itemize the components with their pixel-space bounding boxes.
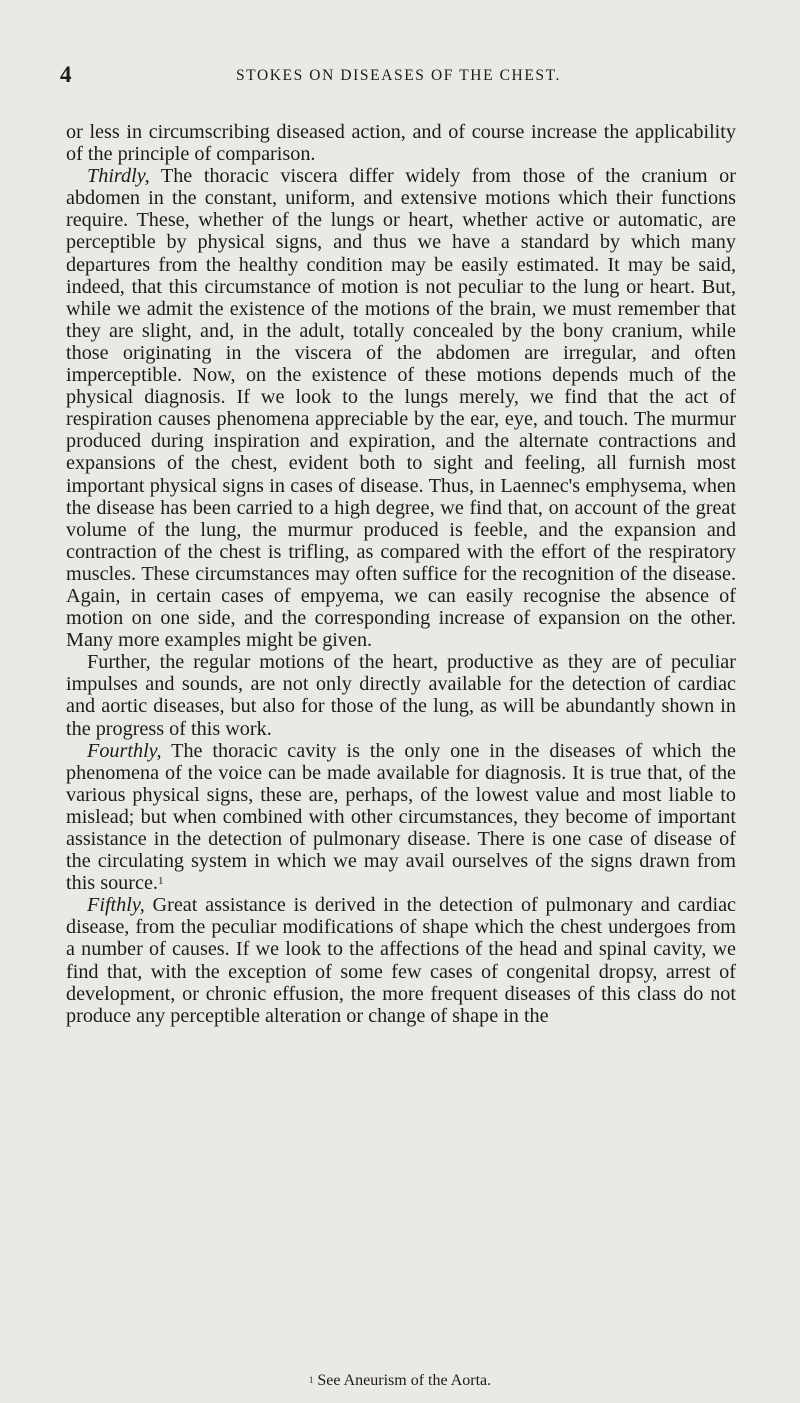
body-text [66,121,736,1027]
footnote [0,1372,800,1390]
paragraph-further [66,651,736,739]
paragraph-thirdly [66,165,736,651]
paragraph-lead: Fourthly, [87,739,162,762]
paragraph-lead: Fifthly, [87,894,145,917]
running-head [60,62,737,88]
paragraph-fifthly [66,894,736,1027]
paragraph-text: Further, the regular motions of the heart, productive as they are of peculiar impulses and sounds, are not only directly available for the detection of cardiac and aortic diseases, but also for those of the lung, as will be abundantly shown in the progress of this work. [66,651,736,740]
footnote-marker: 1 [308,1375,314,1385]
footnote-reference[interactable]: 1 [157,875,164,888]
paragraph-text: Great assistance is derived in the detection of pulmonary and cardiac disease, from the peculiar modifications of shape which the chest undergoes from a number of causes. If we look to the affections of the head and spinal cavity, we find that, with the exception of some few cases of congenital dropsy, arrest of development, or chronic effusion, the more frequent diseases of this class do not produce any perceptible alteration or change of shape in the [66,894,736,1027]
paragraph-text: or less in circumscribing diseased action, and of course increase the applicability of the principle of comparison. [66,121,736,166]
running-title: STOKES ON DISEASES OF THE CHEST. [235,67,562,84]
paragraph-continuation [66,121,736,165]
page-number: 4 [60,62,72,87]
paragraph-lead: Thirdly, [87,165,150,188]
footnote-text: See Aneurism of the Aorta. [317,1372,492,1389]
paragraph-text: The thoracic viscera differ widely from those of the cranium or abdomen in the constant, uniform, and extensive motions which their functions require. These, whether of the lungs or heart, whether active or automatic, are perceptible by physical signs, and thus we have a standard by which many departures from the healthy condition may be easily estimated. It may be said, indeed, that this circumstance of motion is not peculiar to the lung or heart. But, while we admit the existence of the motions of the brain, we must remember that they are slight, and, in the adult, totally concealed by the bony cranium, while those originating in the viscera of the abdomen are irregular, and often imperceptible. Now, on the existence of these motions depends much of the physical diagnosis. If we look to the lungs merely, we find that the act of respiration causes phenomena appreciable by the ear, eye, and touch. The murmur produced during inspiration and expiration, and the alternate contractions and expansions of the chest, evident both to sight and feeling, all furnish most important physical signs in cases of disease. Thus, in Laennec's emphysema, when the disease has been carried to a high degree, we find that, on account of the great volume of the lung, the murmur produced is feeble, and the expansion and contraction of the chest is trifling, as compared with the effort of the respiratory muscles. These circumstances may often suffice for the recognition of the disease. Again, in certain cases of empyema, we can easily recognise the absence of motion on one side, and the corresponding increase of expansion on the other. Many more examples might be given. [66,165,736,652]
paragraph-text: The thoracic cavity is the only one in the diseases of which the phenomena of the voice can be made available for diagnosis. It is true that, of the various physical signs, these are, perhaps, of the lowest value and most liable to mislead; but when combined with other circumstances, they become of important assistance in the detection of pulmonary disease. There is one case of disease of the circulating system in which we may avail ourselves of the signs drawn from this source. [66,739,736,895]
paragraph-fourthly [66,740,736,895]
